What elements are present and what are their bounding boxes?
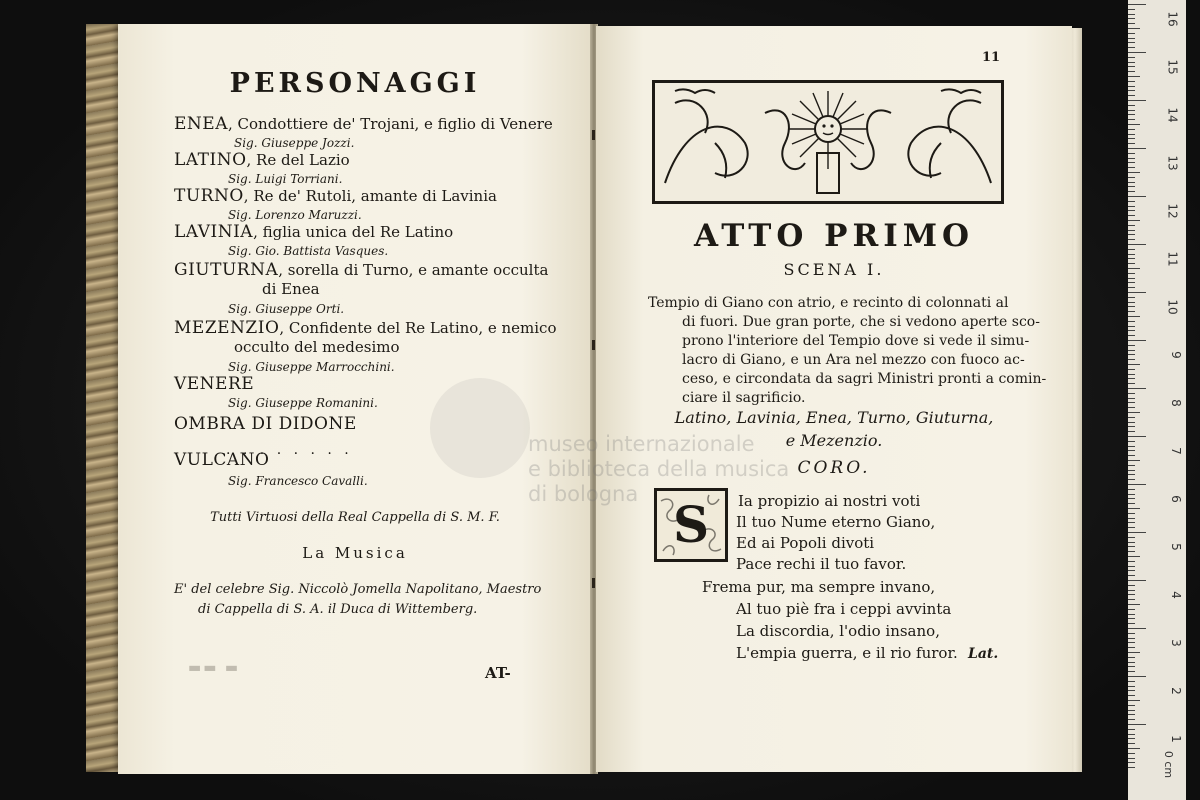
- description-line: di fuori. Due gran porte, che si vedono aperte sco-: [682, 314, 1040, 330]
- ruler-tick: [1128, 686, 1135, 687]
- ruler-tick: [1128, 417, 1135, 418]
- ruler-tick: [1128, 508, 1140, 509]
- ruler-tick: [1128, 124, 1140, 125]
- ruler-tick: [1128, 143, 1135, 144]
- ruler-tick: [1128, 340, 1146, 341]
- ruler-tick: [1128, 398, 1135, 399]
- museum-watermark: [528, 432, 789, 507]
- ruler-tick: [1128, 52, 1146, 53]
- composer-line: E' del celebre Sig. Niccolò Jomella Napolitano, Maestro: [174, 582, 542, 597]
- watermark-line: e biblioteca della musica: [528, 457, 790, 481]
- woodcut-headpiece: [652, 80, 1004, 204]
- ruler-tick: [1128, 110, 1135, 111]
- ruler-tick: [1128, 465, 1135, 466]
- ruler-tick: [1128, 700, 1140, 701]
- ruler-tick: [1128, 460, 1140, 461]
- singer-name: Sig. Giuseppe Jozzi.: [234, 136, 355, 150]
- watermark-line: di bologna: [528, 482, 639, 506]
- ruler-tick: [1128, 642, 1135, 643]
- binding-stitch: [592, 340, 595, 350]
- ruler-tick: [1128, 402, 1135, 403]
- ruler-tick: [1128, 450, 1135, 451]
- role-entry: GIUTURNA, sorella di Turno, e amante occulta: [174, 260, 549, 280]
- ruler-tick: [1128, 767, 1135, 768]
- role-entry: TURNO, Re de' Rutoli, amante di Lavinia: [174, 186, 497, 206]
- catchword-right: Lat.: [968, 646, 999, 662]
- ruler-tick: [1128, 575, 1135, 576]
- ruler-tick: [1128, 479, 1135, 480]
- ruler-tick: [1128, 484, 1146, 485]
- ruler-tick: [1128, 388, 1146, 389]
- ruler-tick: [1128, 201, 1135, 202]
- ruler-tick: [1128, 302, 1135, 303]
- ruler-tick: [1128, 690, 1135, 691]
- description-line: ciare il sagrificio.: [682, 390, 806, 406]
- ruler-tick: [1128, 666, 1135, 667]
- ruler-tick: [1128, 14, 1135, 15]
- ruler-tick: [1128, 335, 1135, 336]
- ruler-tick: [1128, 86, 1135, 87]
- ruler-number: 13: [1165, 155, 1180, 171]
- ruler-tick: [1128, 633, 1135, 634]
- ruler-number: 16: [1165, 11, 1180, 27]
- ruler-tick: [1128, 604, 1140, 605]
- ruler-tick: [1128, 546, 1135, 547]
- ruler-tick: [1128, 378, 1135, 379]
- verse-line: Ia propizio ai nostri voti: [738, 492, 921, 510]
- role-entry: VENERE: [174, 374, 255, 394]
- ruler-tick: [1128, 148, 1146, 149]
- singer-name: Sig. Giuseppe Romanini.: [228, 396, 378, 410]
- ruler-tick: [1128, 498, 1135, 499]
- ruler-tick: [1128, 326, 1135, 327]
- ruler-tick: [1128, 662, 1135, 663]
- role-description-continued: di Enea: [262, 280, 320, 298]
- ruler-tick: [1128, 527, 1135, 528]
- ruler-tick: [1128, 76, 1140, 77]
- role-entry: LATINO, Re del Lazio: [174, 150, 350, 170]
- ruler-tick: [1128, 724, 1146, 725]
- ruler-tick: [1128, 441, 1135, 442]
- ruler-unit: 0 cm: [1161, 750, 1175, 779]
- composer-line: di Cappella di S. A. il Duca di Wittemberg.: [198, 602, 478, 617]
- ruler-tick: [1128, 134, 1135, 135]
- ruler-tick: [1128, 580, 1146, 581]
- ruler-tick: [1128, 225, 1135, 226]
- ruler-tick: [1128, 614, 1135, 615]
- ruler-number: 9: [1169, 351, 1184, 359]
- role-description-continued: occulto del medesimo: [234, 338, 400, 356]
- verse-line: Al tuo piè fra i ceppi avvinta: [736, 600, 952, 618]
- ruler-tick: [1128, 95, 1135, 96]
- ruler-tick: [1128, 738, 1135, 739]
- ruler-tick: [1128, 407, 1135, 408]
- watermark-line: museo internazionale: [528, 432, 755, 456]
- faded-show-through: ▬▬ ▬: [188, 660, 241, 676]
- ruler-tick: [1128, 729, 1135, 730]
- verse-line: La discordia, l'odio insano,: [736, 622, 940, 640]
- ruler-tick: [1128, 714, 1135, 715]
- ruler-tick: [1128, 268, 1140, 269]
- musica-heading: La Musica: [302, 544, 408, 562]
- ruler-tick: [1128, 282, 1135, 283]
- ruler-tick: [1128, 758, 1135, 759]
- singer-name: Sig. Luigi Torriani.: [228, 172, 343, 186]
- ruler-tick: [1128, 42, 1135, 43]
- ruler-tick: [1128, 244, 1146, 245]
- ruler-tick: [1128, 258, 1135, 259]
- ruler-tick: [1128, 566, 1135, 567]
- ruler-tick: [1128, 100, 1146, 101]
- cast-line: Latino, Lavinia, Enea, Turno, Giuturna,: [674, 408, 994, 427]
- ruler-tick: [1128, 628, 1146, 629]
- ruler-tick: [1128, 623, 1135, 624]
- verse-line: Ed ai Popoli divoti: [736, 534, 875, 552]
- ruler-tick: [1128, 196, 1146, 197]
- ruler-tick: [1128, 215, 1135, 216]
- ruler-tick: [1128, 422, 1135, 423]
- ruler-tick: [1128, 9, 1135, 10]
- ruler-tick: [1128, 599, 1135, 600]
- ruler-tick: [1128, 38, 1135, 39]
- ruler-tick: [1128, 647, 1135, 648]
- ruler-tick: [1128, 191, 1135, 192]
- ruler-tick: [1128, 618, 1135, 619]
- ruler-tick: [1128, 263, 1135, 264]
- ruler-tick: [1128, 254, 1135, 255]
- ruler-tick: [1128, 426, 1135, 427]
- role-entry: MEZENZIO, Confidente del Re Latino, e nemico: [174, 318, 557, 338]
- ruler-tick: [1128, 748, 1140, 749]
- ruler-number: 1: [1169, 735, 1184, 743]
- ruler-number: 11: [1165, 251, 1180, 267]
- ruler-number: 4: [1169, 591, 1184, 599]
- ruler-tick: [1128, 585, 1135, 586]
- ruler-tick: [1128, 297, 1135, 298]
- ruler-tick: [1128, 518, 1135, 519]
- binding-stitch: [592, 578, 595, 588]
- singer-placeholder-dots: . . . . . . . .: [226, 442, 353, 458]
- ruler-tick: [1128, 23, 1135, 24]
- ruler-tick: [1128, 359, 1135, 360]
- ruler-tick: [1128, 182, 1135, 183]
- ruler-tick: [1128, 177, 1135, 178]
- ruler-tick: [1128, 705, 1135, 706]
- ruler-number: 6: [1169, 495, 1184, 503]
- role-entry: ENEA, Condottiere de' Trojani, e figlio di Venere: [174, 114, 553, 134]
- role-entry: LAVINIA, figlia unica del Re Latino: [174, 222, 454, 242]
- ruler-tick: [1128, 719, 1135, 720]
- ruler-tick: [1128, 556, 1140, 557]
- catchword-left: AT-: [485, 664, 511, 682]
- ruler-tick: [1128, 734, 1135, 735]
- ruler-tick: [1128, 119, 1135, 120]
- ruler-tick: [1128, 220, 1140, 221]
- role-entry: VULCANO: [174, 450, 270, 470]
- ruler-tick: [1128, 710, 1135, 711]
- singer-name: Sig. Giuseppe Marrocchini.: [228, 360, 395, 374]
- ruler-tick: [1128, 230, 1135, 231]
- composer-credit: [174, 580, 584, 620]
- drop-cap-letter: S: [672, 495, 710, 554]
- act-title: ATTO PRIMO: [693, 218, 975, 254]
- ruler-tick: [1128, 436, 1146, 437]
- ruler-tick: [1128, 71, 1135, 72]
- ruler-tick: [1128, 210, 1135, 211]
- ruler-tick: [1128, 162, 1135, 163]
- ruler-number: 10: [1165, 299, 1180, 315]
- ruler-tick: [1128, 249, 1135, 250]
- ruler-tick: [1128, 62, 1135, 63]
- singer-name: Sig. Lorenzo Maruzzi.: [228, 208, 362, 222]
- description-line: ceso, e circondata da sagri Ministri pronti a comin-: [682, 371, 1047, 387]
- ruler-tick: [1128, 743, 1135, 744]
- ruler-tick: [1128, 330, 1135, 331]
- verse-line: L'empia guerra, e il rio furor.: [736, 644, 958, 662]
- ruler-tick: [1128, 383, 1135, 384]
- virtuosi-note: Tutti Virtuosi della Real Cappella di S. M. F.: [210, 510, 500, 525]
- ruler-tick: [1128, 114, 1135, 115]
- scene-description: [648, 294, 1047, 408]
- ruler-tick: [1128, 234, 1135, 235]
- ruler-tick: [1128, 513, 1135, 514]
- verse-line: Pace rechi il tuo favor.: [736, 555, 907, 573]
- ruler-tick: [1128, 316, 1140, 317]
- ruler-tick: [1128, 105, 1135, 106]
- singer-name: Sig. Gio. Battista Vasques.: [228, 244, 389, 258]
- ruler-tick: [1128, 292, 1146, 293]
- ruler-tick: [1128, 374, 1135, 375]
- page-number: 11: [982, 50, 1001, 65]
- chorus-heading: CORO.: [797, 458, 871, 478]
- ruler-tick: [1128, 542, 1135, 543]
- ruler-tick: [1128, 158, 1135, 159]
- ruler-tick: [1128, 657, 1135, 658]
- ruler-number: 2: [1169, 687, 1184, 695]
- binding-stitch: [592, 130, 595, 140]
- ruler-tick: [1128, 90, 1135, 91]
- ruler-tick: [1128, 81, 1135, 82]
- ruler-tick: [1128, 172, 1140, 173]
- ruler-tick: [1128, 532, 1146, 533]
- ruler-number: 8: [1169, 399, 1184, 407]
- ruler-tick: [1128, 369, 1135, 370]
- watermark-logo: [430, 378, 530, 478]
- ruler-tick: [1128, 129, 1135, 130]
- description-line: Tempio di Giano con atrio, e recinto di colonnati al: [648, 295, 1009, 311]
- ruler-number: 7: [1169, 447, 1184, 455]
- ruler-tick: [1128, 762, 1135, 763]
- personaggi-heading: PERSONAGGI: [229, 68, 481, 99]
- ruler-number: 15: [1165, 59, 1180, 75]
- ruler-tick: [1128, 354, 1135, 355]
- ruler-tick: [1128, 570, 1135, 571]
- ruler-tick: [1128, 455, 1135, 456]
- ruler-number: 14: [1165, 107, 1180, 123]
- ruler-tick: [1128, 594, 1135, 595]
- marbled-cover-edge: [86, 24, 120, 772]
- ruler-tick: [1128, 671, 1135, 672]
- ruler-tick: [1128, 138, 1135, 139]
- ruler-number: 12: [1165, 203, 1180, 219]
- ruler-tick: [1128, 364, 1140, 365]
- ruler-tick: [1128, 561, 1135, 562]
- ruler-tick: [1128, 412, 1140, 413]
- ruler-number: 5: [1169, 543, 1184, 551]
- ruler-tick: [1128, 474, 1135, 475]
- description-line: prono l'interiore del Tempio dove si vede il simu-: [682, 333, 1030, 349]
- scene-title: SCENA I.: [783, 260, 885, 279]
- ruler-tick: [1128, 57, 1135, 58]
- ruler-tick: [1128, 167, 1135, 168]
- ruler-tick: [1128, 47, 1135, 48]
- ruler-tick: [1128, 503, 1135, 504]
- ruler-tick: [1128, 638, 1135, 639]
- ruler-tick: [1128, 393, 1135, 394]
- ruler-tick: [1128, 33, 1135, 34]
- ruler-tick: [1128, 18, 1135, 19]
- singer-name: Sig. Francesco Cavalli.: [228, 474, 368, 488]
- ruler-tick: [1128, 431, 1135, 432]
- ruler-tick: [1128, 4, 1146, 5]
- role-entry: OMBRA DI DIDONE: [174, 414, 357, 434]
- ruler-tick: [1128, 306, 1135, 307]
- ruler-tick: [1128, 28, 1140, 29]
- ruler-tick: [1128, 311, 1135, 312]
- ruler-tick: [1128, 537, 1135, 538]
- ruler-tick: [1128, 273, 1135, 274]
- ruler-tick: [1128, 652, 1140, 653]
- ruler-tick: [1128, 66, 1135, 67]
- sun-ornament-icon: [655, 83, 1001, 201]
- ruler-tick: [1128, 494, 1135, 495]
- ruler-tick: [1128, 753, 1135, 754]
- description-line: lacro di Giano, e un Ara nel mezzo con fuoco ac-: [682, 352, 1025, 368]
- ruler-tick: [1128, 350, 1135, 351]
- verse-line: Il tuo Nume eterno Giano,: [736, 513, 936, 531]
- ruler-tick: [1128, 206, 1135, 207]
- ruler-tick: [1128, 278, 1135, 279]
- ruler-tick: [1128, 522, 1135, 523]
- ruler-tick: [1128, 239, 1135, 240]
- ruler-tick: [1128, 446, 1135, 447]
- ruler-tick: [1128, 470, 1135, 471]
- ruler-tick: [1128, 186, 1135, 187]
- ruler-tick: [1128, 590, 1135, 591]
- ruler-tick: [1128, 321, 1135, 322]
- ruler-tick: [1128, 609, 1135, 610]
- singer-name: Sig. Giuseppe Orti.: [228, 302, 345, 316]
- ruler-tick: [1128, 153, 1135, 154]
- ruler-tick: [1128, 676, 1146, 677]
- ruler-tick: [1128, 681, 1135, 682]
- verse-line: Frema pur, ma sempre invano,: [702, 578, 936, 596]
- ruler-number: 3: [1169, 639, 1184, 647]
- cast-line: e Mezenzio.: [785, 431, 883, 450]
- ruler-tick: [1128, 345, 1135, 346]
- right-page: [596, 26, 1072, 772]
- ruler-tick: [1128, 287, 1135, 288]
- measurement-ruler: [1128, 0, 1186, 800]
- ruler-tick: [1128, 489, 1135, 490]
- ruler-tick: [1128, 695, 1135, 696]
- ruler-tick: [1128, 551, 1135, 552]
